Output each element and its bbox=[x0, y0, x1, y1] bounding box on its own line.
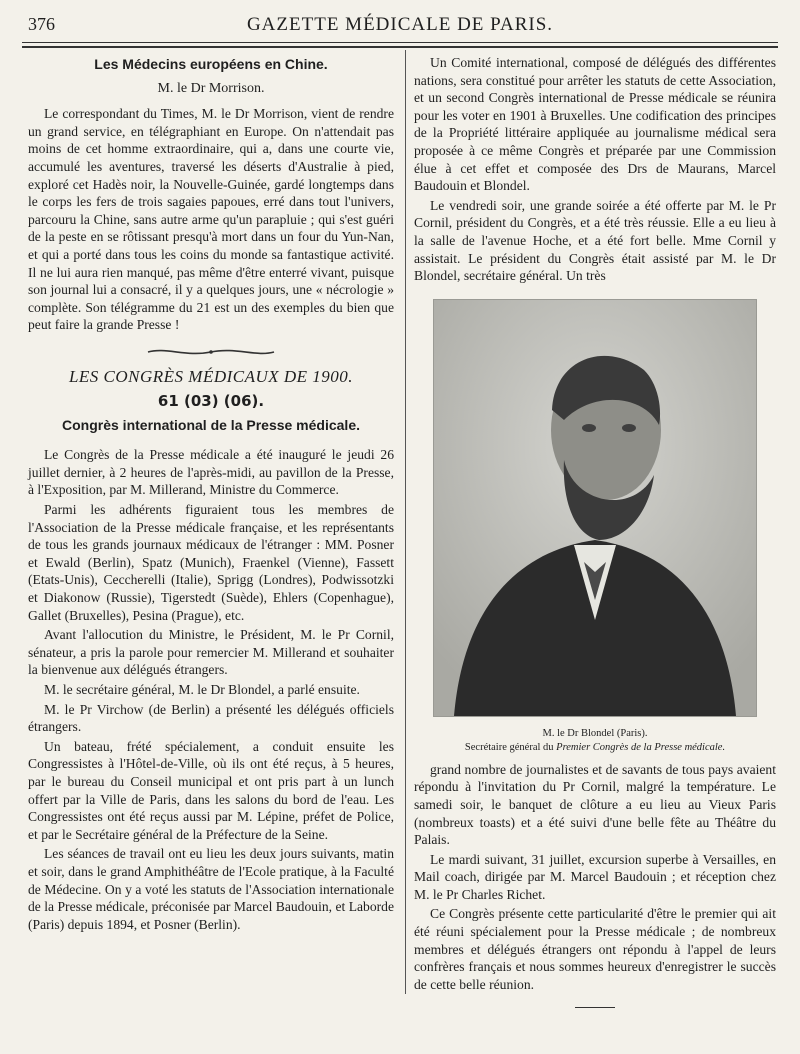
paragraph: Le Congrès de la Presse médicale a été inauguré le jeudi 26 juillet dernier, à 2 heures de l'après-midi, au pavillon de la Presse, à l'Exposition, par M. Millerand, Ministre du Commerce. bbox=[28, 447, 394, 498]
paragraph: Le correspondant du Times, M. le Dr Morrison, vient de rendre un grand service, en télégraphiant en Europe. On n'attendait pas moins de cet homme extraordinaire, qui a, dans une courte vie, accumulé les aventures, traversé les déserts d'Australie à pied, exploré cet Hadès noir, la Nouvelle-Guinée, gardé longtemps dans le corps les fers de trois sagaies papoues, erré dans tout l'univers, parcouru la Chine, sans autre arme qu'un parapluie ; qui s'est guéri de la peste en se rôtissant presqu'à mort dans un four du Yun-Nan, et qui a porté dans tous les coins du monde sa fantastique activité. Il ne lui aura rien manqué, pas même d'être enterré vivant, puisque son journal lui a consacré, il y a quelques jours, une « nécrologie » complète. Son télégramme du 21 est un des exemples du bien que peut faire la grande Presse ! bbox=[28, 106, 394, 333]
header-rule bbox=[22, 42, 778, 43]
journal-title: GAZETTE MÉDICALE DE PARIS. bbox=[246, 14, 554, 35]
right-column bbox=[414, 54, 776, 1008]
header-rule-thick bbox=[22, 46, 778, 48]
page-number: 376 bbox=[28, 14, 55, 34]
caption-role bbox=[414, 741, 776, 755]
ornament-divider bbox=[28, 344, 394, 362]
paragraph: grand nombre de journalistes et de savants de tous pays avaient répondu à l'invitation du Pr Cornil, malgré la température. Le samedi soir, le banquet de clôture a eu lieu au Vieux Paris (nombreux toasts) et a été suivi d'une belle fête au Théâtre du Palais. bbox=[414, 761, 776, 848]
caption-name: M. le Dr Blondel (Paris). bbox=[542, 727, 648, 739]
caption-role-text: Secrétaire général du bbox=[464, 741, 554, 753]
paragraph: Les séances de travail ont eu lieu les deux jours suivants, matin et soir, dans le grand Amphithéâtre de l'Ecole pratique, à la Faculté de Médecine. On y a voté les statuts de l'Association internationale de la Presse médicale, préconisée par Marcel Baudouin, et Laborde (Paris) depuis 1894, et Posner (Berlin). bbox=[28, 846, 394, 932]
paragraph: Un bateau, frété spécialement, a conduit ensuite les Congressistes à l'Hôtel-de-Ville, où ils ont été reçus, à 5 heures, par le bureau du Conseil municipal et ont pris part à un lunch offert par la Ville de Paris, dans les salons du bord de l'eau. Les Congressistes ont été reçus aussi par M. Lépine, préfet de Police, et par le Secrétaire général de la Préfecture de la Seine. bbox=[28, 738, 394, 842]
paragraph: Parmi les adhérents figuraient tous les membres de l'Association de la Presse médicale française, et les représentants de tous les grands journaux médicaux de l'étranger : MM. Posner et Ewald (Berlin), Spatz (Munich), Fraenkel (Vienne), Fassett (Etats-Unis), Ceccherelli (Italie), Sprigg (Londres), Podwissotzki et Diakonow (Russie), Tigerstedt (Suède), Ehlers (Copenhague), Gallet (Bruxelles), Pesina (Prague), etc. bbox=[28, 502, 394, 623]
classification-code: 61 (03) (06). bbox=[157, 392, 265, 411]
paragraph: Le mardi suivant, 31 juillet, excursion superbe à Versailles, en Mail coach, dirigée par M. Marcel Baudouin ; et réception chez M. le Pr Charles Richet. bbox=[414, 851, 776, 902]
article-heading: Les Médecins européens en Chine. bbox=[94, 56, 328, 72]
paragraph: Avant l'allocution du Ministre, le Président, M. le Pr Cornil, sénateur, a pris la parole pour remercier M. Millerand et souhaiter la bienvenue aux délégués étrangers. bbox=[28, 627, 394, 678]
paragraph: M. le Pr Virchow (de Berlin) a présenté les délégués officiels étrangers. bbox=[28, 701, 394, 735]
paragraph: Le vendredi soir, une grande soirée a été offerte par M. le Pr Cornil, président du Congrès, et a été très réussie. Elle a eu lieu à la salle de l'avenue Hoche, et a été fort belle. Mme Cornil y assistait. Le président du Congrès était assisté par M. le Dr Blondel, secrétaire général. Un très bbox=[414, 197, 776, 284]
section-subtitle: Congrès international de la Presse médicale. bbox=[62, 416, 360, 433]
photo-caption bbox=[414, 727, 776, 755]
portrait-image bbox=[434, 300, 756, 716]
end-rule bbox=[575, 1007, 615, 1008]
ornament-icon bbox=[146, 347, 276, 357]
article-byline: M. le Dr Morrison. bbox=[157, 80, 265, 96]
section-title: LES CONGRÈS MÉDICAUX DE 1900. bbox=[68, 366, 354, 386]
caption-role-italic: Premier Congrès de la Presse médicale. bbox=[556, 741, 726, 753]
running-header bbox=[28, 14, 772, 40]
paragraph: M. le secrétaire général, M. le Dr Blondel, a parlé ensuite. bbox=[44, 682, 360, 697]
column-separator bbox=[405, 50, 406, 994]
left-column bbox=[28, 54, 394, 935]
paragraph: Un Comité international, composé de délégués des différentes nations, sera constitué pour arrêter les statuts de cette Association, et un second Congrès international de Presse médicale se réunira pour les voter en 1901 à Bruxelles. Une codification des principes de la Propriété littéraire appliquée au journalisme médical sera proposée à ce même Congrès et préparée par une Commission élue à cet effet et composée des Drs de Maurans, Marcel Baudouin et Blondel. bbox=[414, 55, 776, 194]
portrait-photo bbox=[433, 299, 757, 717]
paragraph: Ce Congrès présente cette particularité d'être le premier qui ait été réuni spécialement pour la Presse médicale ; de nombreux membres et délégués étrangers ont répondu à l'appel de leurs confrères français et nous sommes heureux d'enregistrer le succès de cette belle réunion. bbox=[414, 906, 776, 992]
